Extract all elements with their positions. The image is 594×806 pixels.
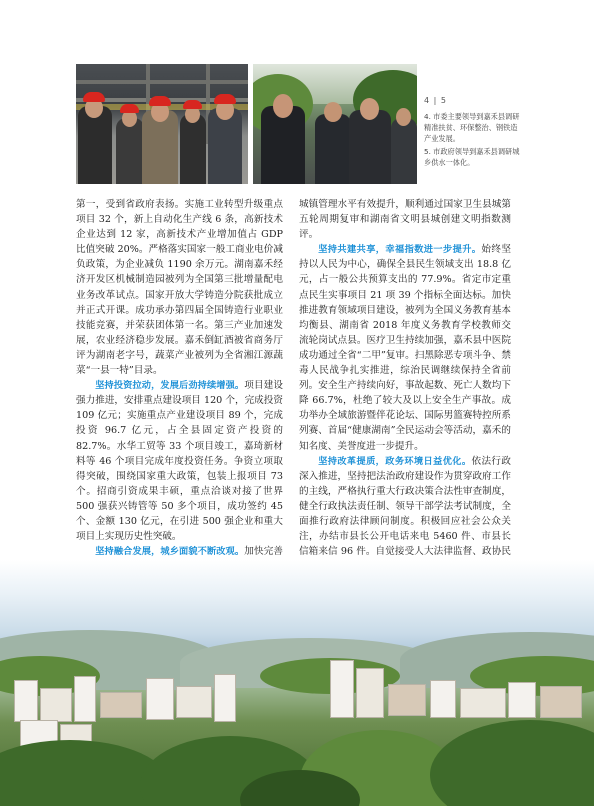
paragraph-body: 始终坚持以人民为中心，确保全县民生领域支出 18.8 亿元，占一般公共预算支出的 77.9%。省定市定重点民生实事项目 21 项 39 个指标全面达标。加快推进教育领域项目建设，被列为全国义务教育基本均衡县、湖南省 2018 年度义务教育学校教师交流轮岗试点县。医疗卫生持续加强，嘉禾县中医院成功通过全省“二甲”复审。扫黑除恶专项斗争、禁毒人民战争扎实推进，综治民调继续保持全省前列。安全生产持续向好，事故起数、死亡人数均下降 66.7%，杜绝了较大及以上安全生产事故。成功举办全域旅游暨伴花论坛、国际男篮赛特控所系列赛、首届“健康湖南”全民运动会等活动，嘉禾的知名度、美誉度进一步提升。 [299, 244, 512, 452]
photo-factory-visit [76, 64, 248, 184]
paragraph-investment [76, 378, 283, 544]
paragraph: 第一，受到省政府表扬。实施工业转型升级重点项目 32 个，新上自动化生产线 6 条，高新技术企业达到 12 家，高新技术产业增加值占 GDP 比值突破 20%。严格落实国家一般工商业电价减负政策，为企业减负 1190 余万元。湖南嘉禾经济开发区机械制造园被列为全国第三批增量配电业务改革试点。国家开放大学铸造分院获批成立并正式开课。成功承办第四届全国铸造行业职业技能竞赛，并荣获团体第一名。第三产业加速发展，农业经济稳步发展。嘉禾倒缸酒被省商务厅评为湖南老字号，蔬菜产业被列为全省湘江源蔬菜“一县一特”目录。 [76, 199, 283, 377]
caption-4: 4. 市委主要领导到嘉禾县调研精准扶贫、环保整治、钢铁造产业发展。 [424, 112, 520, 143]
photo-water-project-visit [253, 64, 417, 184]
section-heading-welfare: 坚持共建共享，幸福指数进一步提升。 [318, 244, 482, 256]
photo-captions [424, 96, 520, 168]
paragraph: 城镇管理水平有效提升，顺利通过国家卫生县城第五轮周期复审和湖南省文明县城创建文明指数测评。 [299, 199, 511, 241]
paragraph-welfare [299, 242, 511, 453]
photo-number-label: 4 | 5 [424, 96, 447, 105]
paragraph-body: 依法行政深入推进，坚持把法治政府建设作为贯穿政府工作的主线，严格执行重大行政决策合法性审查制度，健全行政执法责任制、领导干部学法考试制度，全面推行政府法律顾问制度。积极回应社会公众关注，办结市县长公开电话来电 5460 件、市县长信箱来信 96 件。自觉接受人大法律监督、政协民 [299, 455, 512, 558]
section-heading-reform: 坚持改革提质，政务环境日益优化。 [318, 455, 472, 467]
section-heading-urban-rural: 坚持融合发展，城乡面貌不断改观。 [95, 546, 245, 558]
town-landscape-photo [0, 560, 594, 806]
paragraph-body: 加快完善 [244, 546, 284, 558]
paragraph-body: 项目建设强力推进，安排重点建设项目 120 个，完成投资 109 亿元；实施重点产业建设项目 89 个，完成投资 96.7 亿元，占全县固定资产投资的 82.7%。水华工贸等 33 个项目竣工，嘉琦新材料等 46 个项目完成年度投资任务。争资立项取得突破，围绕国家重大政策，包装上报项目 73 个。招商引资成果丰硕，重点洽谈对接了世界 500 强获兴铸管等 50 多个项目，成功签约 45 个、金额 130 亿元，在引进 500 强企业和重大项目上实现历史性突破。 [76, 380, 284, 543]
section-heading-investment: 坚持投资拉动，发展后劲持续增强。 [95, 380, 245, 392]
caption-5: 5. 市政府领导到嘉禾县调研城乡供水一体化。 [424, 147, 520, 167]
